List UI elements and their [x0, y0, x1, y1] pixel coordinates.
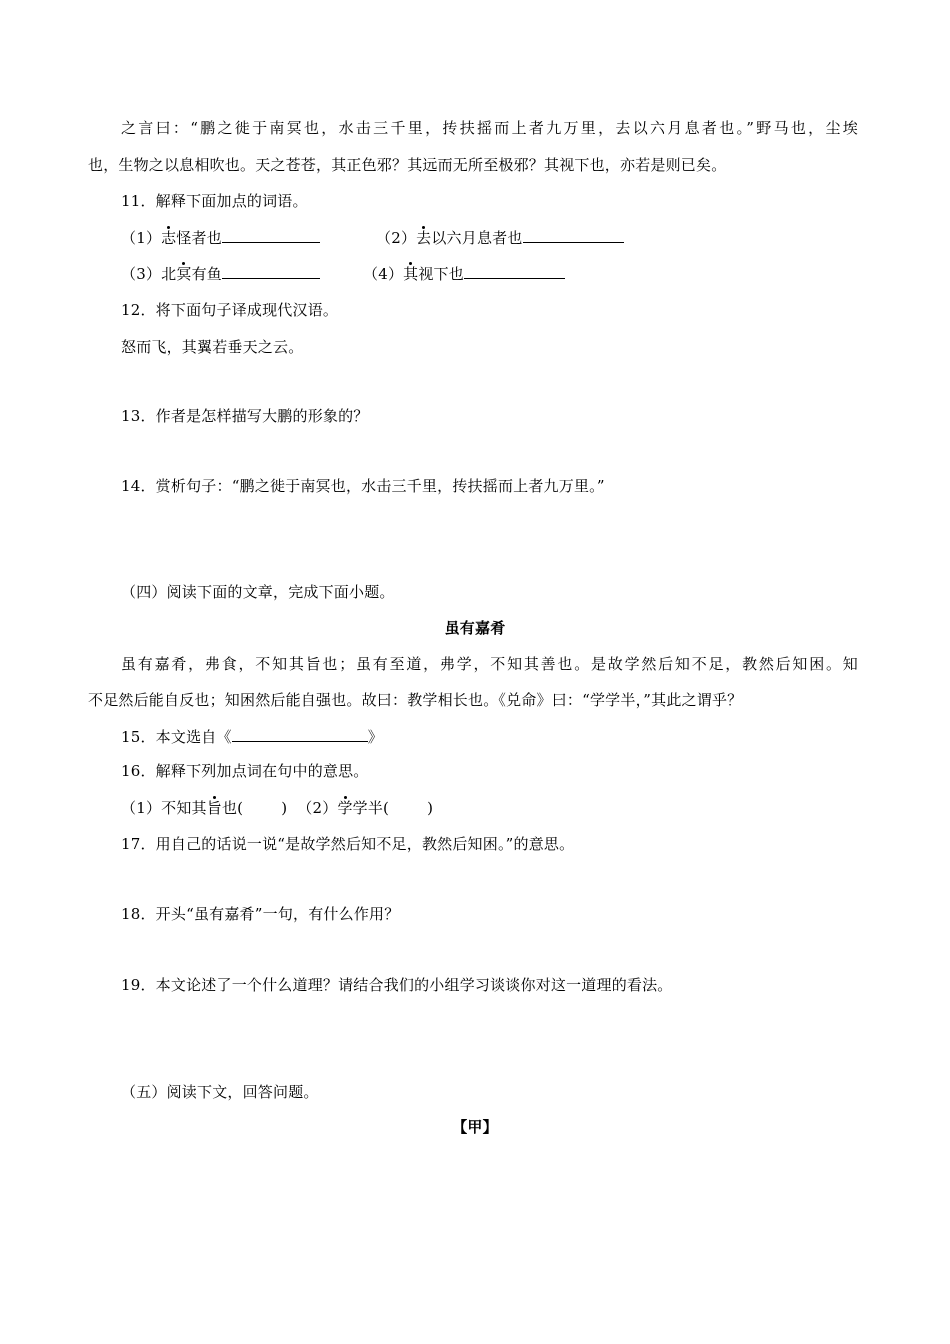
- question-16-prompt: 16．解释下列加点词在句中的意思。: [121, 762, 369, 780]
- question-18-prompt: 18．开头“虽有嘉肴”一句，有什么作用？: [121, 905, 400, 923]
- answer-blank[interactable]: [232, 725, 368, 742]
- answer-blank[interactable]: [222, 226, 320, 243]
- dotted-char: 去: [416, 229, 432, 247]
- question-14-prompt: 14．赏析句子：“鹏之徙于南冥也，水击三千里，抟扶摇而上者九万里。”: [121, 477, 605, 495]
- answer-blank[interactable]: [523, 226, 624, 243]
- question-13-prompt: 13．作者是怎样描写大鹏的形象的？: [121, 407, 369, 425]
- dotted-char: 其: [403, 265, 419, 283]
- passage-line-1: 之言曰：“鹏之徙于南冥也，水击三千里，抟扶摇而上者九万里，去以六月息者也。”野马也，尘埃: [121, 119, 858, 137]
- question-11-item-2: （2）去以六月息者也: [376, 226, 624, 249]
- passage-line-2: 也，生物之以息相吹也。天之苍苍，其正色邪？其远而无所至极邪？其视下也，亦若是则已矣。: [88, 156, 727, 174]
- section-5-heading: （五）阅读下文，回答问题。: [121, 1083, 319, 1101]
- question-12-prompt: 12．将下面句子译成现代汉语。: [121, 301, 339, 319]
- question-11-item-4: （4）其视下也: [363, 262, 565, 285]
- section-4-heading: （四）阅读下面的文章，完成下面小题。: [121, 583, 395, 601]
- section-4-passage-line-2: 不足然后能自反也；知困然后能自强也。故曰：教学相长也。《兑命》曰：“学学半，”其此之谓乎？: [88, 691, 743, 709]
- question-11-prompt: 11．解释下面加点的词语。: [121, 192, 308, 210]
- question-19-prompt: 19．本文论述了一个什么道理？请结合我们的小组学习谈谈你对这一道理的看法。: [121, 976, 673, 994]
- question-15: 15．本文选自《 》: [121, 725, 383, 748]
- question-17-prompt: 17．用自己的话说一说“是故学然后知不足，教然后知困。”的意思。: [121, 835, 575, 853]
- dotted-char: 旨: [206, 799, 222, 817]
- dotted-char: 学: [337, 799, 353, 817]
- answer-blank[interactable]: [222, 262, 320, 279]
- question-11-item-1: （1）志怪者也: [121, 226, 320, 249]
- question-12-sentence: 怒而飞，其翼若垂天之云。: [121, 338, 304, 356]
- dotted-char: 冥: [176, 265, 192, 283]
- dotted-char: 志: [161, 229, 177, 247]
- passage-label-jia: 【甲】: [452, 1118, 498, 1136]
- question-16-items: （1）不知其旨也( ) （2）学学半( ): [121, 799, 434, 817]
- question-11-item-3: （3）北冥有鱼: [121, 262, 320, 285]
- answer-blank[interactable]: [464, 262, 565, 279]
- section-4-passage-line-1: 虽有嘉肴，弗食，不知其旨也；虽有至道，弗学，不知其善也。是故学然后知不足，教然后知困。知: [121, 655, 858, 673]
- passage-title: 虽有嘉肴: [444, 619, 506, 637]
